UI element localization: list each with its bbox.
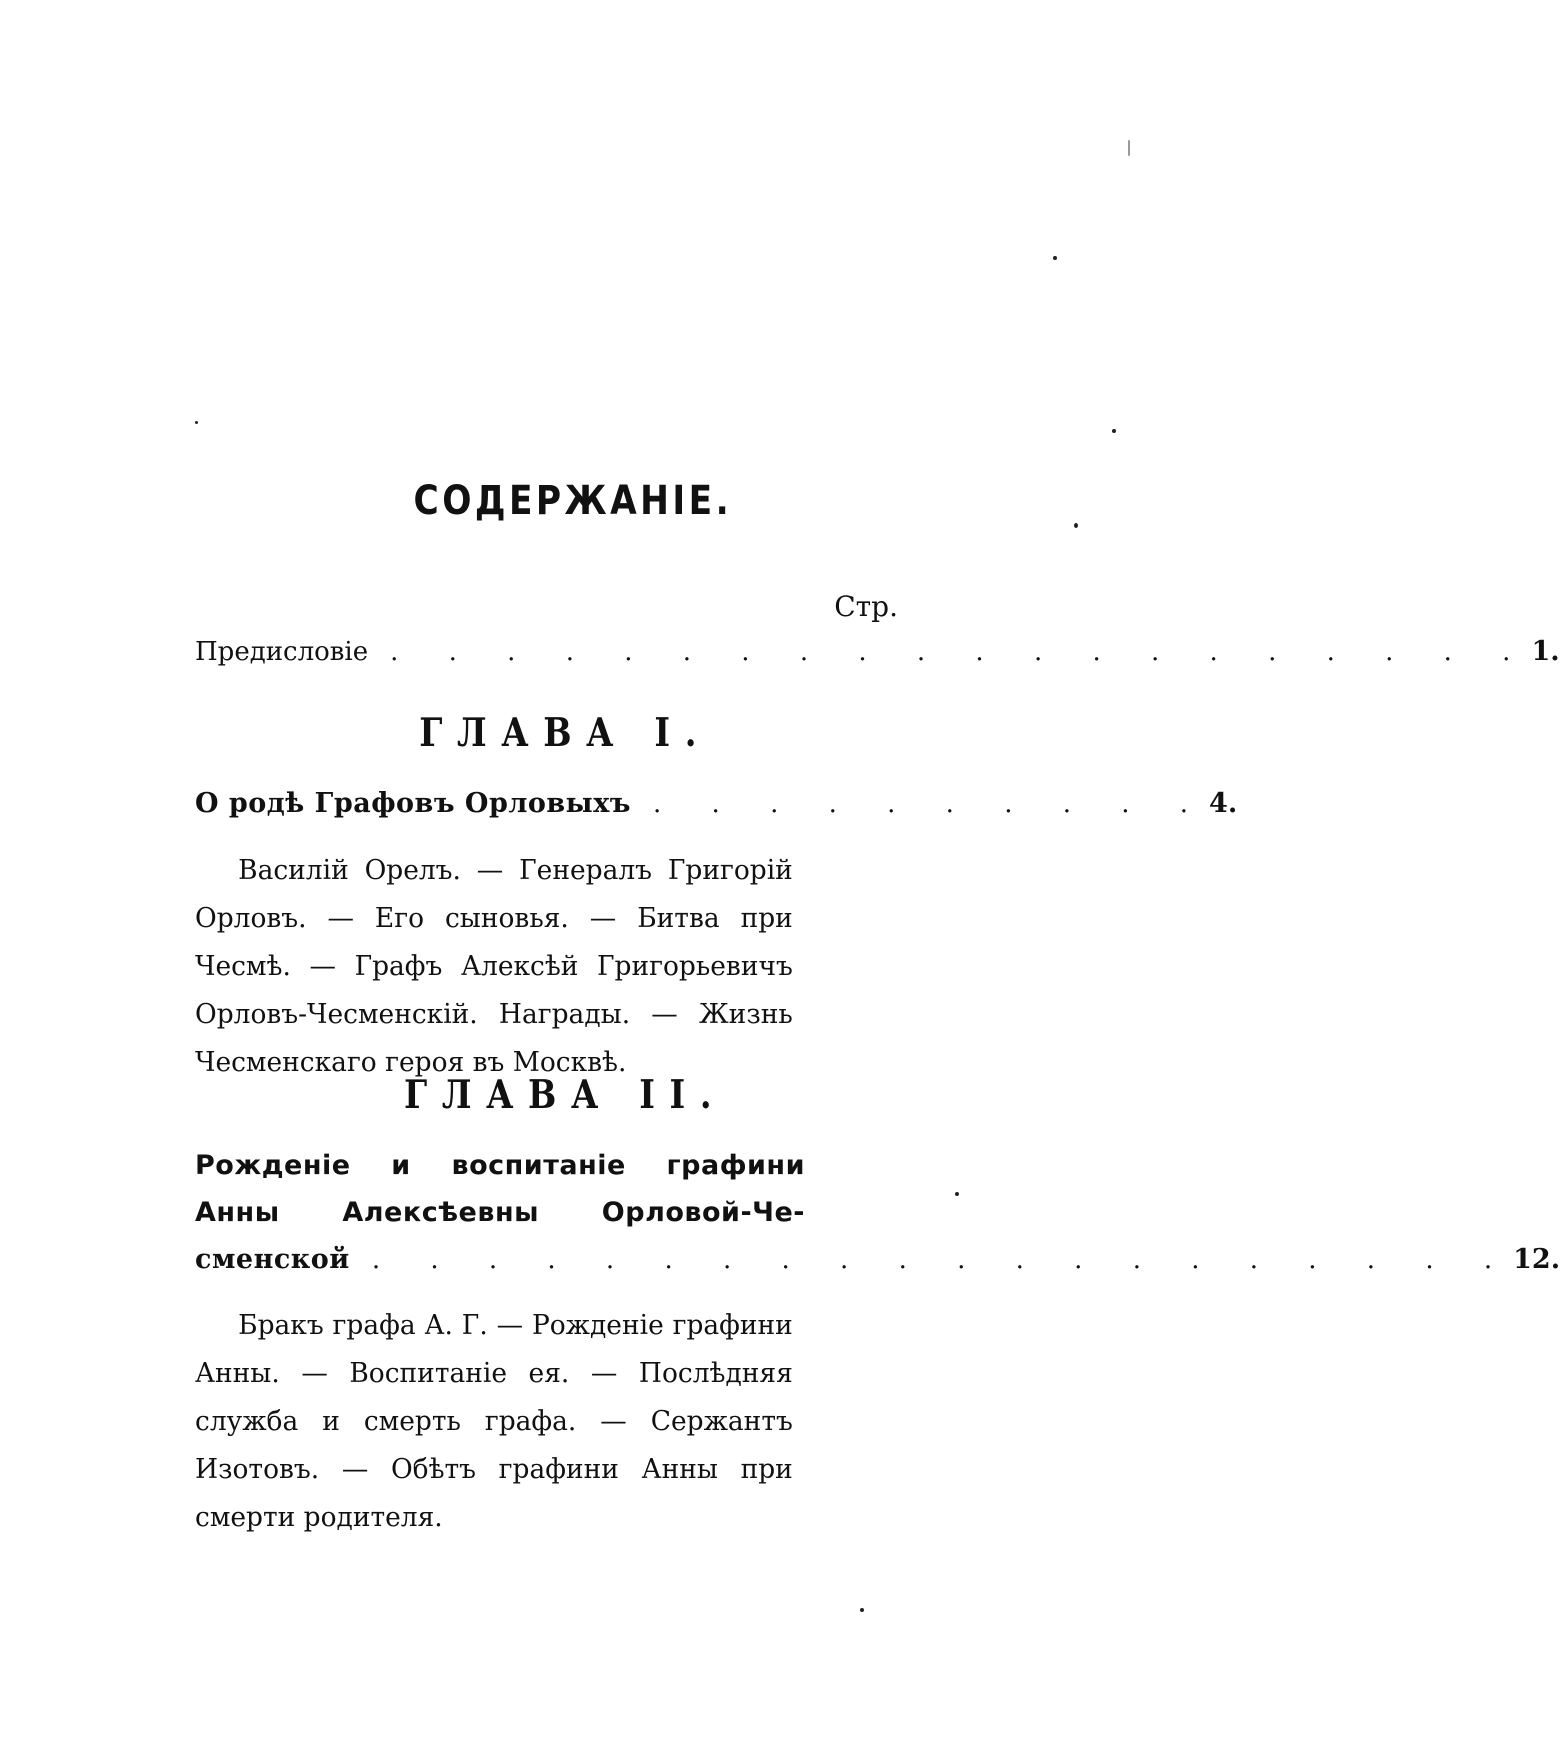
dot-leader: . . . . . . . . . .: [653, 789, 1210, 819]
toc-page-number: 4.: [1209, 788, 1238, 819]
dot-leader: . . . . . . . . . . . . . . . . . . . .: [371, 1245, 1514, 1275]
toc-entry-chapter-2[interactable]: [195, 1142, 805, 1236]
toc-entry-label: Предисловіе: [195, 637, 369, 667]
page-title: СОДЕРЖАНІЕ.: [413, 478, 733, 524]
toc-entry-preface[interactable]: [195, 636, 1560, 680]
toc-page-number: 1.: [1531, 636, 1560, 667]
chapter-2-description: Бракъ графа А. Г. — Рожденіе графини Анны. — Воспитаніе ея. — Послѣдняя служба и смерть графа. — Сержантъ Изотовъ. — Обѣтъ графини Анны при смерти родителя.: [195, 1310, 793, 1533]
scan-speck: [955, 1192, 959, 1196]
scan-speck: [860, 1608, 864, 1612]
scan-speck: [195, 421, 198, 424]
toc-entry-chapter-1[interactable]: [195, 788, 1238, 832]
dot-leader: . . . . . . . . . . . . . . . . . . . .: [390, 637, 1532, 667]
scan-speck: [1074, 523, 1078, 528]
chapter-2-title-last-line: сменской: [195, 1244, 350, 1275]
scan-speck: [1128, 140, 1130, 156]
chapter-heading-2: ГЛАВА II.: [404, 1072, 727, 1118]
scan-speck: [1112, 429, 1116, 433]
chapter-2-title-line: Анны Алексѣевны Орловой-Че-: [195, 1197, 805, 1228]
chapter-heading-1: ГЛАВА I.: [419, 710, 712, 756]
chapter-2-title-line: Рожденіе и воспитаніе графини: [195, 1150, 805, 1181]
toc-entry-chapter-2-last-line[interactable]: [195, 1244, 1560, 1288]
chapter-1-description: Василій Орелъ. — Генералъ Григорій Орловъ. — Его сыновья. — Битва при Чесмѣ. — Графъ Алексѣй Григорьевичъ Орловъ-Чесменскій. Награды. — Жизнь Чесменскаго героя въ Москвѣ.: [195, 855, 793, 1078]
page-column-label: Стр.: [834, 590, 898, 623]
chapter-1-title: О родѣ Графовъ Орловыхъ: [195, 788, 632, 819]
scan-speck: [1053, 256, 1057, 260]
toc-page-number: 12.: [1513, 1244, 1560, 1275]
